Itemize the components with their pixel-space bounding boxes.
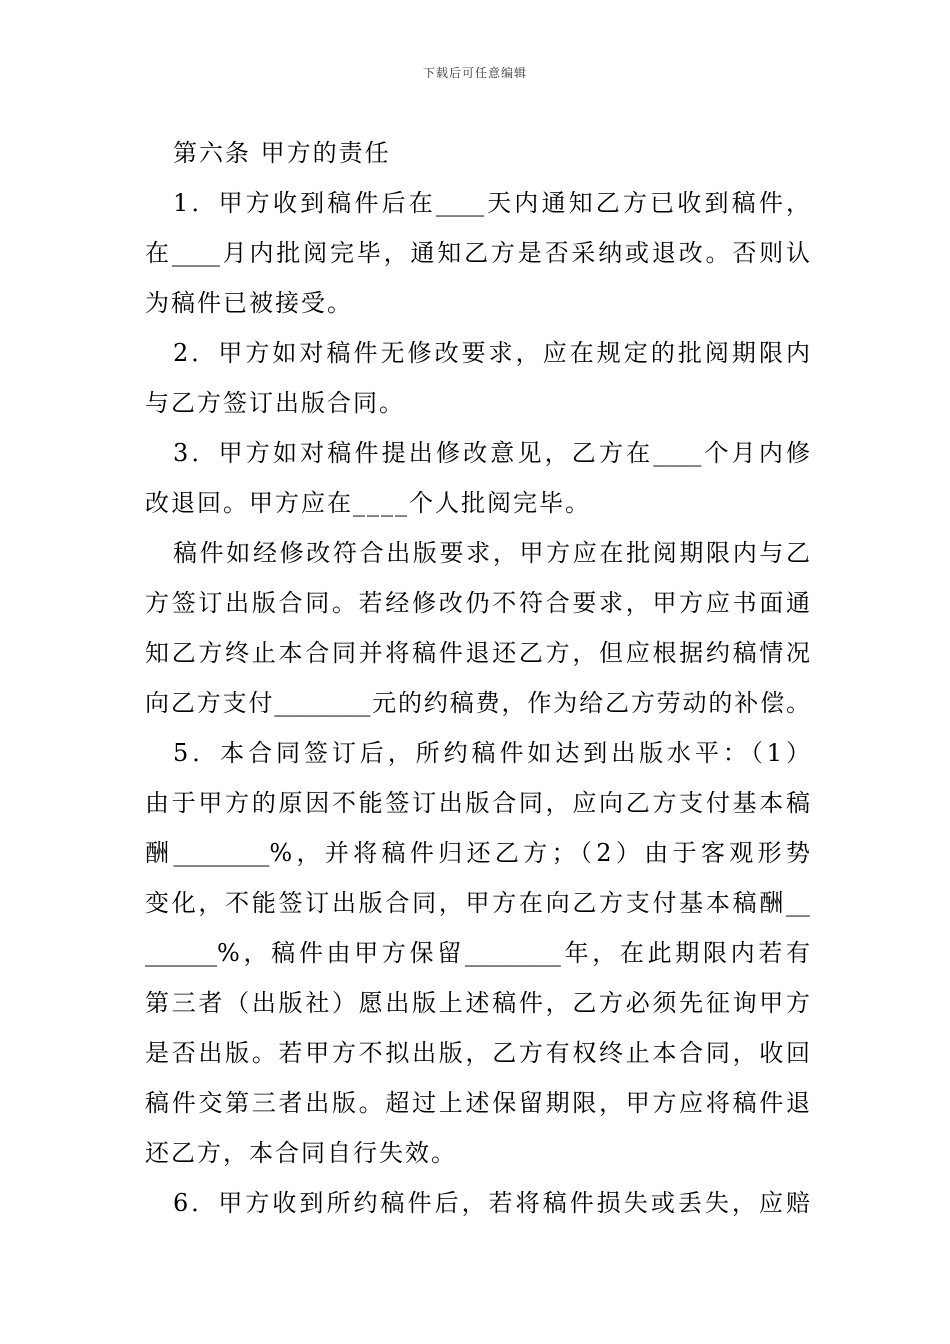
paragraph-line: 在____月内批阅完毕，通知乙方是否采纳或退改。否则认 [145, 239, 810, 267]
paragraph-line: 改退回。甲方应在____个人批阅完毕。 [145, 489, 591, 517]
paragraph-line: 2．甲方如对稿件无修改要求，应在规定的批阅期限内 [173, 339, 810, 367]
article-heading: 第六条 甲方的责任 [173, 139, 391, 167]
paragraph-line: 5．本合同签订后，所约稿件如达到出版水平：（1） [173, 739, 810, 767]
paragraph-line: 1．甲方收到稿件后在____天内通知乙方已收到稿件， [173, 189, 810, 217]
paragraph-line: 还乙方，本合同自行失效。 [145, 1139, 457, 1167]
paragraph-line: 稿件交第三者出版。超过上述保留期限，甲方应将稿件退 [145, 1089, 810, 1117]
paragraph-line: 酬________%，并将稿件归还乙方；（2）由于客观形势 [145, 839, 810, 867]
paragraph-line: 稿件如经修改符合出版要求，甲方应在批阅期限内与乙 [173, 539, 810, 567]
paragraph-line: 是否出版。若甲方不拟出版，乙方有权终止本合同，收回 [145, 1039, 810, 1067]
page-header: 下载后可任意编辑 [422, 66, 527, 80]
paragraph-line: 变化，不能签订出版合同，甲方在向乙方支付基本稿酬__ [145, 889, 810, 917]
paragraph-line: 6．甲方收到所约稿件后，若将稿件损失或丢失，应赔 [173, 1189, 810, 1217]
paragraph-line: 第三者（出版社）愿出版上述稿件，乙方必须先征询甲方 [145, 989, 810, 1017]
paragraph-line: 3．甲方如对稿件提出修改意见，乙方在____个月内修 [173, 439, 810, 467]
document-body [145, 128, 810, 1228]
paragraph-line: 知乙方终止本合同并将稿件退还乙方，但应根据约稿情况 [145, 639, 810, 667]
paragraph-line: 为稿件已被接受。 [145, 289, 353, 317]
paragraph-line: 方签订出版合同。若经修改仍不符合要求，甲方应书面通 [145, 589, 810, 617]
paragraph-line: 与乙方签订出版合同。 [145, 389, 405, 417]
paragraph-line: 向乙方支付________元的约稿费，作为给乙方劳动的补偿。 [145, 689, 810, 717]
paragraph-line: ______%，稿件由甲方保留________年，在此期限内若有 [145, 939, 810, 967]
paragraph-line: 由于甲方的原因不能签订出版合同，应向乙方支付基本稿 [145, 789, 810, 817]
